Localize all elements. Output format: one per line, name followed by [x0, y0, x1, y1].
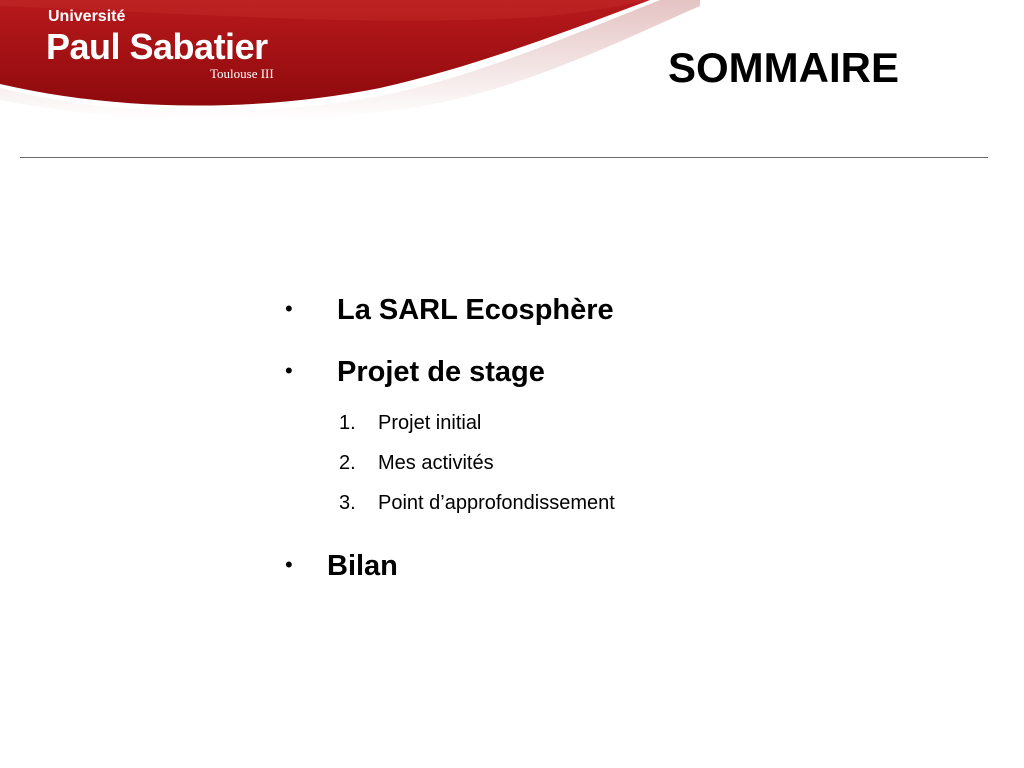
logo-line-3: Toulouse III — [210, 66, 274, 81]
slide-title: SOMMAIRE — [668, 44, 899, 91]
university-logo — [0, 0, 320, 100]
table-of-contents — [285, 294, 785, 612]
bullet-icon: • — [285, 358, 293, 383]
subitem-number: 2. — [339, 452, 356, 474]
logo-line-1: Université — [48, 8, 126, 25]
toc-sublist — [285, 412, 785, 532]
toc-item-ecosphere — [285, 294, 785, 356]
subitem-label: Mes activités — [378, 452, 494, 474]
toc-item-label: La SARL Ecosphère — [337, 294, 614, 326]
toc-subitem-projet-initial — [285, 412, 785, 452]
header-divider — [20, 157, 988, 158]
toc-item-label: Bilan — [327, 550, 398, 582]
toc-item-bilan — [285, 550, 785, 612]
logo-line-2: Paul Sabatier — [46, 26, 268, 67]
toc-item-projet-de-stage — [285, 356, 785, 418]
toc-item-label: Projet de stage — [337, 356, 545, 388]
bullet-icon: • — [285, 296, 293, 321]
subitem-label: Point d’approfondissement — [378, 492, 615, 514]
subitem-number: 1. — [339, 412, 356, 434]
subitem-number: 3. — [339, 492, 356, 514]
bullet-icon: • — [285, 552, 293, 577]
toc-subitem-mes-activites — [285, 452, 785, 492]
toc-subitem-approfondissement — [285, 492, 785, 532]
subitem-label: Projet initial — [378, 412, 482, 434]
